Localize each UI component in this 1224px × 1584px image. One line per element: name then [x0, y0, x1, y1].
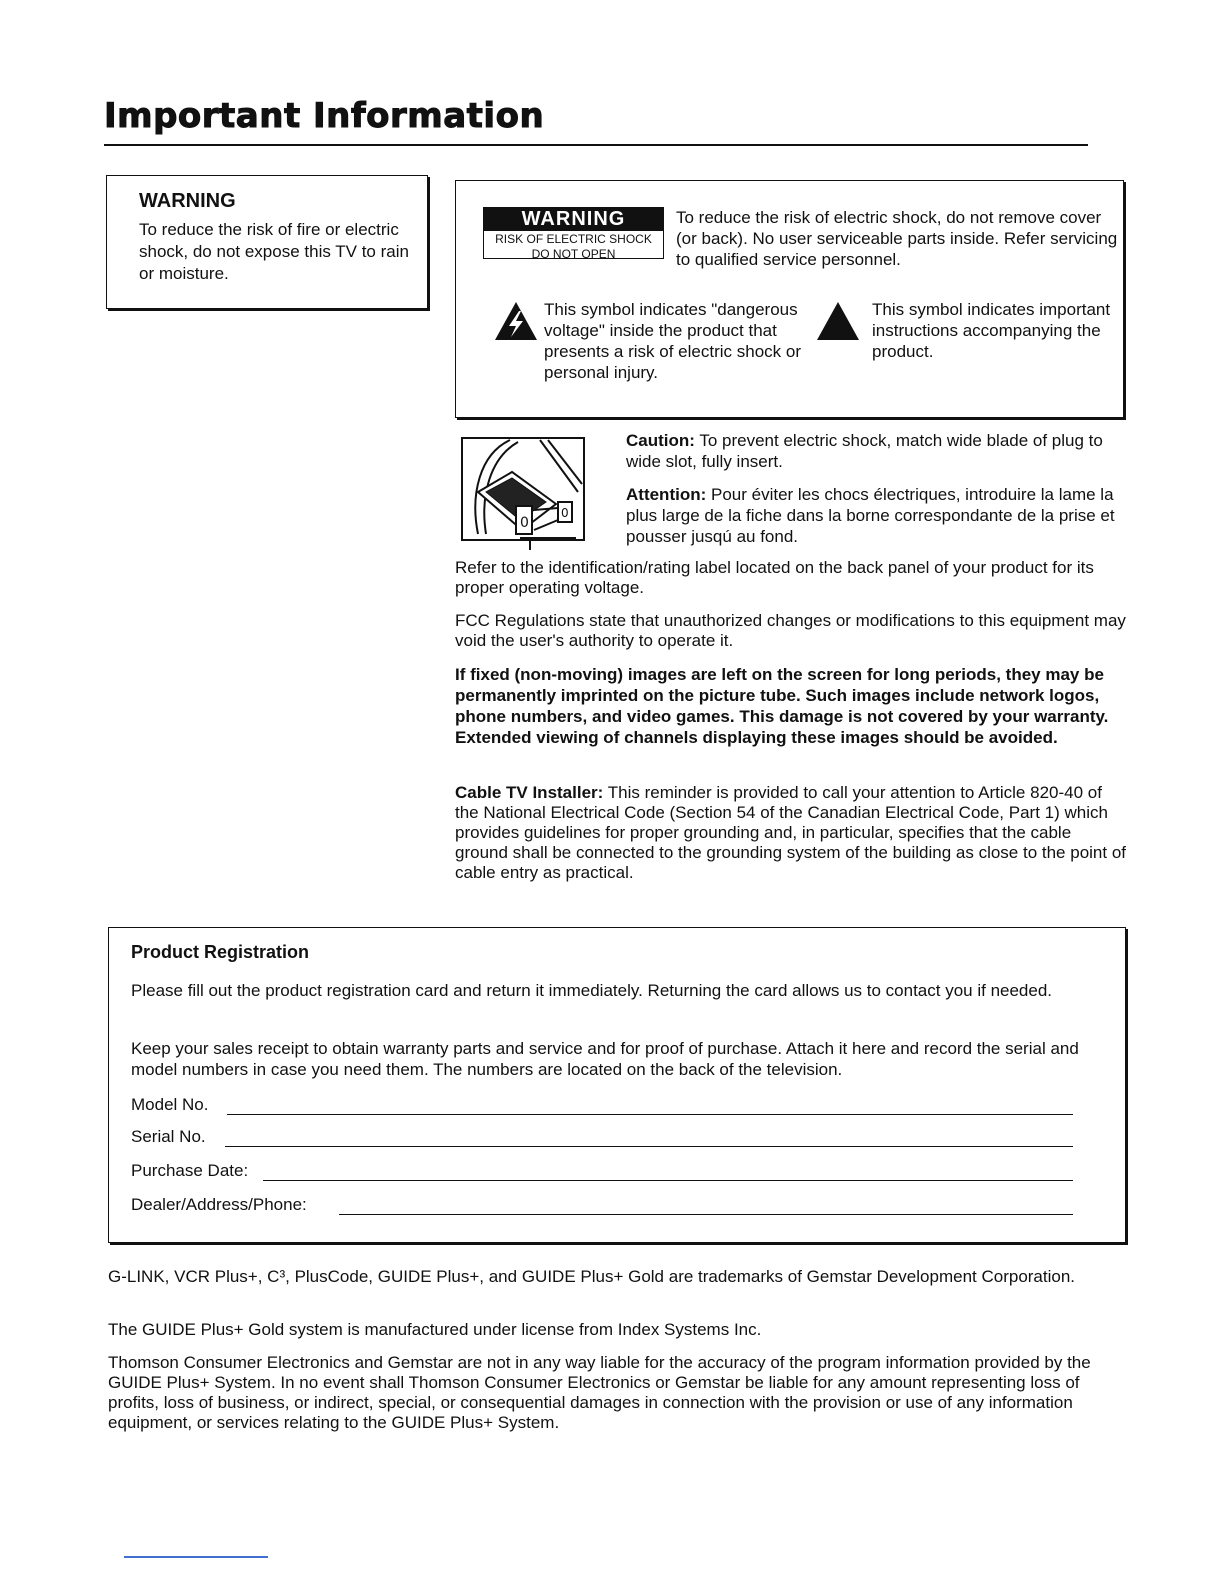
- fire-warning-box: [106, 175, 428, 309]
- shock-label-line1: RISK OF ELECTRIC SHOCK: [495, 232, 652, 246]
- caution-paragraph: [626, 430, 1124, 472]
- cable-installer-text: This reminder is provided to call your attention to Article 820-40 of the National Electrical Code (Section 54 of the Canadian Electrical Code, Part 1) which provides guidelines for proper grounding and, in particular, specifies that the cable ground shall be connected to the grounding system of the building as close to the point of cable entry as practical.: [455, 783, 1127, 882]
- instructions-symbol-text: This symbol indicates important instructions accompanying the product.: [872, 300, 1111, 361]
- attention-text: Pour éviter les chocs électriques, introduire la lame la plus large de la fiche dans la borne correspondante de la prise et pousser jusqú au fond.: [626, 485, 1115, 546]
- serial-no-label: Serial No.: [131, 1127, 206, 1146]
- bottom-divider: [124, 1556, 268, 1558]
- exclamation-triangle-icon: [816, 301, 860, 341]
- fcc-paragraph: FCC Regulations state that unauthorized changes or modifications to this equipment may void the user's authority to operate it.: [455, 611, 1126, 650]
- purchase-date-label: Purchase Date:: [131, 1161, 249, 1180]
- fixed-images-warning: If fixed (non-moving) images are left on the screen for long periods, they may be permanently imprinted on the picture tube. Such images include network logos, phone numbers, and video games. This damage is not covered by your warranty. Extended viewing of channels displaying these images should be avoided.: [455, 665, 1109, 747]
- lightning-triangle-icon: [494, 301, 538, 341]
- title-divider: [104, 144, 1088, 146]
- registration-paragraph-1: Please fill out the product registration card and return it immediately. Returning the card allows us to contact you if needed.: [131, 981, 1053, 1000]
- attention-paragraph: [626, 484, 1124, 547]
- electric-shock-warning-box: [455, 180, 1124, 418]
- svg-text:0: 0: [561, 506, 569, 520]
- cable-installer-label: Cable TV Installer:: [455, 783, 604, 802]
- registration-heading: Product Registration: [131, 942, 310, 962]
- page-title: Important Information: [104, 96, 545, 136]
- fire-warning-text: To reduce the risk of fire or electric shock, do not expose this TV to rain or moisture.: [139, 220, 409, 283]
- dealer-address-phone-label: Dealer/Address/Phone:: [131, 1195, 307, 1214]
- caution-label: Caution:: [626, 431, 695, 450]
- product-registration-box: [108, 927, 1126, 1243]
- liability-paragraph: Thomson Consumer Electronics and Gemstar are not in any way liable for the accuracy of the program information provided by the GUIDE Plus+ System. In no event shall Thomson Consumer Electronics or Gemstar be liable for any amount representing loss of profits, loss of business, or indirect, special, or consequential damages in connection with the provision or use of any information equipment, or services relating to the GUIDE Plus+ System.: [108, 1353, 1091, 1432]
- model-no-label: Model No.: [131, 1095, 209, 1114]
- attention-label: Attention:: [626, 485, 707, 504]
- shock-warning-label: [483, 207, 664, 259]
- purchase-date-line[interactable]: [263, 1180, 1073, 1181]
- caution-text: To prevent electric shock, match wide blade of plug to wide slot, fully insert.: [626, 431, 1103, 471]
- license-paragraph: The GUIDE Plus+ Gold system is manufactured under license from Index Systems Inc.: [108, 1320, 762, 1339]
- voltage-symbol-text: This symbol indicates "dangerous voltage" inside the product that presents a risk of electric shock or personal injury.: [544, 300, 801, 382]
- cable-installer-paragraph: [455, 783, 1127, 883]
- dealer-address-phone-line[interactable]: [339, 1214, 1073, 1215]
- model-no-line[interactable]: [227, 1114, 1073, 1115]
- serial-no-line[interactable]: [225, 1146, 1073, 1147]
- trademarks-paragraph: G-LINK, VCR Plus+, C³, PlusCode, GUIDE Plus+, and GUIDE Plus+ Gold are trademarks of Gemstar Development Corporation.: [108, 1267, 1076, 1286]
- fire-warning-heading: WARNING: [139, 190, 236, 212]
- shock-label-warning: WARNING: [484, 208, 663, 231]
- shock-warning-text: To reduce the risk of electric shock, do not remove cover (or back). No user serviceable parts inside. Refer servicing to qualified service personnel.: [676, 208, 1118, 269]
- registration-paragraph-2: Keep your sales receipt to obtain warranty parts and service and for proof of purchase. Attach it here and record the serial and model numbers in case you need them. The numbers are located on the back of the television.: [131, 1039, 1079, 1079]
- svg-text:0: 0: [520, 515, 529, 531]
- rating-label-paragraph: Refer to the identification/rating label located on the back panel of your product for its proper operating voltage.: [455, 558, 1094, 597]
- polarized-plug-icon: [460, 434, 600, 550]
- shock-label-line2: DO NOT OPEN: [531, 247, 616, 261]
